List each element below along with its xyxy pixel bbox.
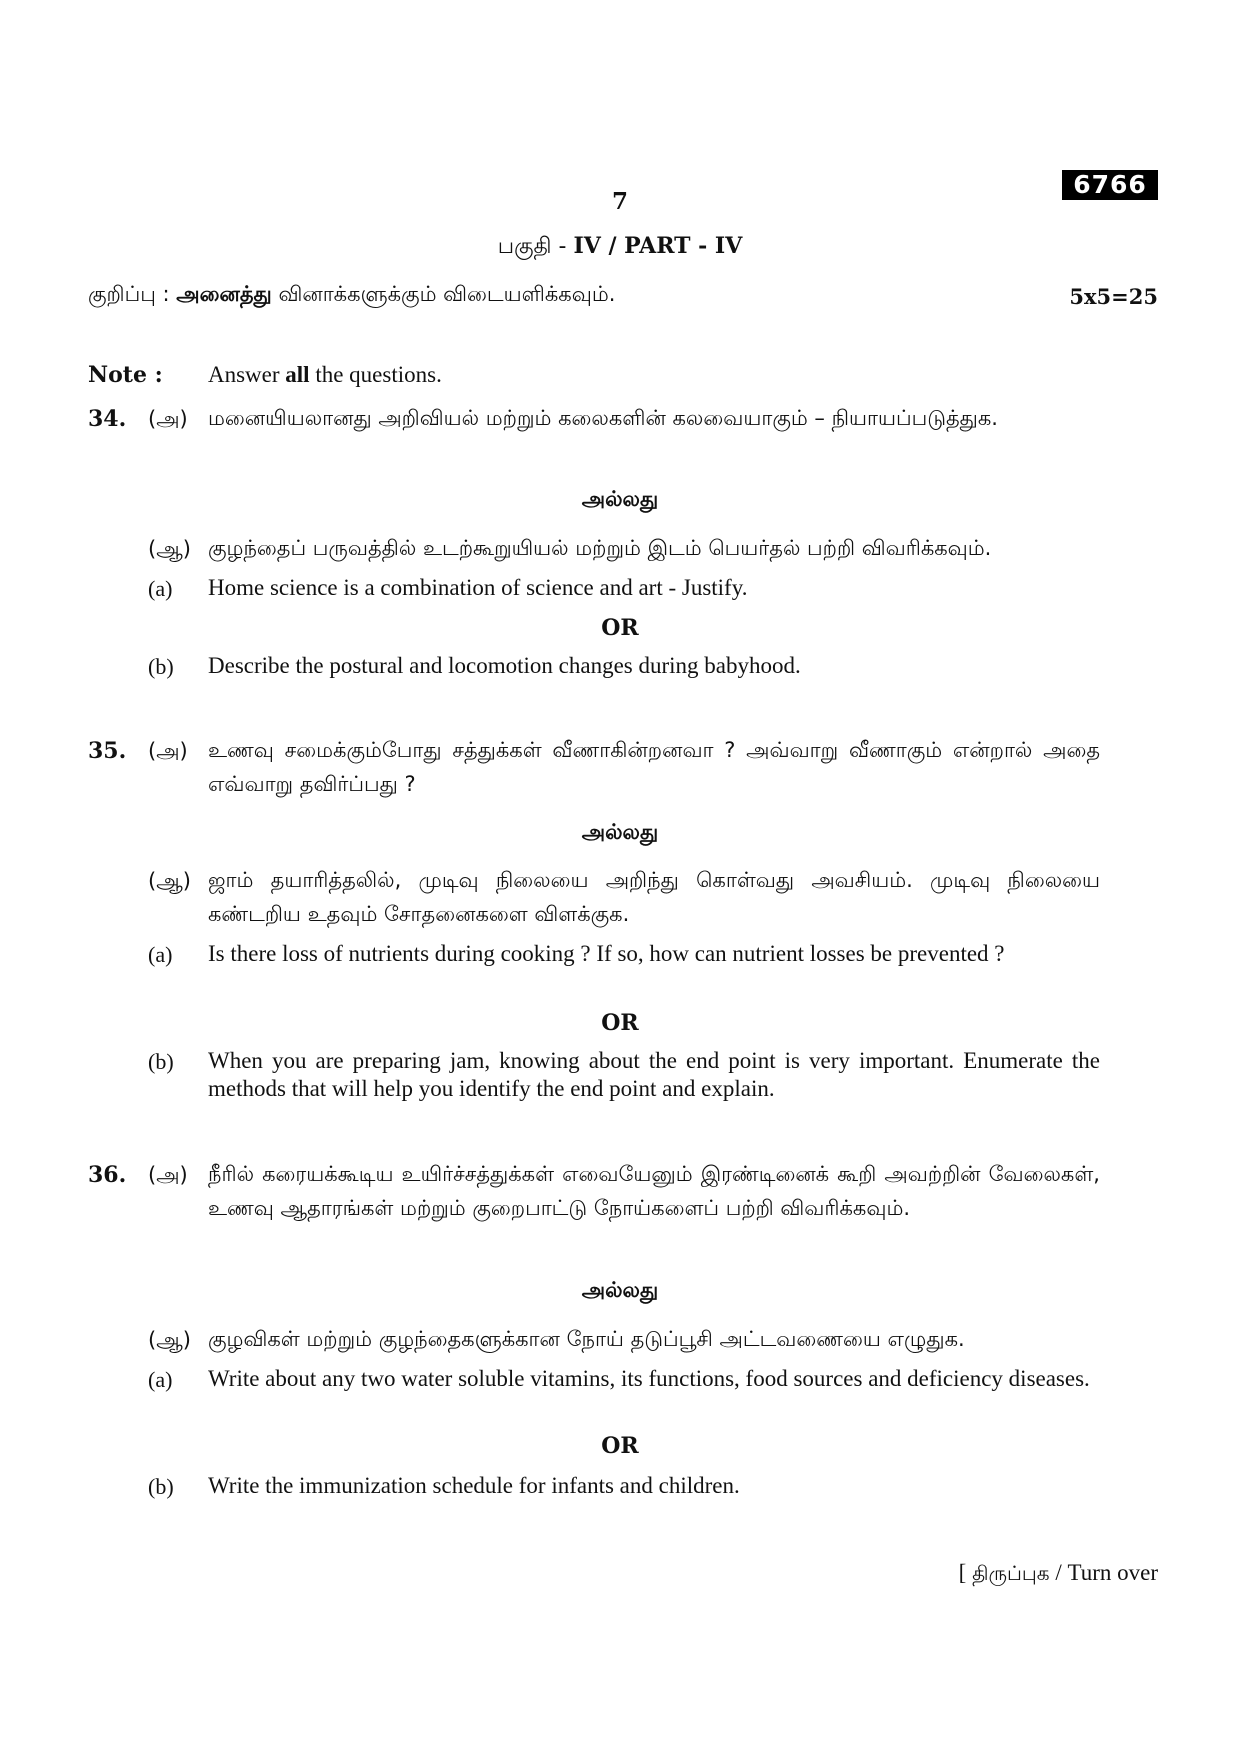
question-34-a-english: Home science is a combination of science and art - Justify. bbox=[208, 575, 748, 600]
question-35-or-tamil: அல்லது bbox=[581, 820, 659, 844]
question-35-b-label-english: (b) bbox=[148, 1049, 174, 1074]
tamil-note-bold: அனைத்து bbox=[176, 282, 272, 306]
question-36-b-tamil: குழவிகள் மற்றும் குழந்தைகளுக்கான நோய் தடுப்பூசி அட்டவணையை எழுதுக. bbox=[208, 1327, 965, 1351]
footer-tamil: திருப்புக bbox=[972, 1561, 1050, 1585]
question-35-a-label-english: (a) bbox=[148, 942, 173, 967]
question-35-or-english: OR bbox=[601, 1010, 639, 1036]
english-instruction bbox=[208, 362, 442, 388]
question-35-b-label-tamil: (ஆ) bbox=[148, 869, 191, 893]
question-36-b-label-english: (b) bbox=[148, 1474, 174, 1499]
question-34-a-label-english: (a) bbox=[148, 576, 173, 601]
tamil-note-label: குறிப்பு : bbox=[88, 282, 177, 306]
question-36-a-tamil: நீரில் கரையக்கூடிய உயிர்ச்சத்துக்கள் எவையேனும் இரண்டினைக் கூறி அவற்றின் வேலைகள், உணவு ஆதாரங்கள் மற்றும் குறைபாட்டு நோய்களைப் பற்றி விவரிக்கவும். bbox=[208, 1162, 1100, 1220]
tamil-note-text: வினாக்களுக்கும் விடையளிக்கவும். bbox=[271, 282, 616, 306]
marks-allocation: 5x5=25 bbox=[1069, 284, 1158, 309]
question-36-a-label-tamil: (அ) bbox=[148, 1163, 188, 1187]
question-36-b-label-tamil: (ஆ) bbox=[148, 1328, 191, 1352]
question-35-a-tamil: உணவு சமைக்கும்போது சத்துக்கள் வீணாகின்றனவா ? அவ்வாறு வீணாகும் என்றால் அதை எவ்வாறு தவிர்ப்பது ? bbox=[208, 738, 1100, 796]
question-36-b-english: Write the immunization schedule for infants and children. bbox=[208, 1473, 740, 1498]
footer-bracket: [ bbox=[958, 1560, 973, 1585]
english-note-pre: Answer bbox=[208, 362, 286, 387]
paper-code-badge: 6766 bbox=[1062, 170, 1158, 200]
question-35-b-tamil: ஜாம் தயாரித்தலில், முடிவு நிலையை அறிந்து கொள்வது அவசியம். முடிவு நிலையை கண்டறிய உதவும் சோதனைகளை விளக்குக. bbox=[208, 868, 1100, 926]
question-35-number: 35. bbox=[88, 738, 127, 764]
question-34-b-tamil: குழந்தைப் பருவத்தில் உடற்கூறுயியல் மற்றும் இடம் பெயர்தல் பற்றி விவரிக்கவும். bbox=[208, 536, 992, 560]
question-34-a-tamil: மனையியலானது அறிவியல் மற்றும் கலைகளின் கலவையாகும் – நியாயப்படுத்துக. bbox=[208, 406, 998, 430]
question-35-b-english: When you are preparing jam, knowing about the end point is very important. Enumerate the methods that will help you identify the end point and explain. bbox=[208, 1048, 1100, 1101]
question-34-b-label-tamil: (ஆ) bbox=[148, 537, 191, 561]
part-title bbox=[300, 233, 940, 262]
question-34-or-tamil: அல்லது bbox=[581, 487, 659, 511]
question-34-b-label-english: (b) bbox=[148, 654, 174, 679]
question-36-number: 36. bbox=[88, 1162, 127, 1188]
english-note-post: the questions. bbox=[309, 362, 442, 387]
turn-over-footer bbox=[700, 1560, 1158, 1588]
question-34-b-english: Describe the postural and locomotion changes during babyhood. bbox=[208, 653, 801, 678]
tamil-instruction bbox=[88, 282, 615, 309]
part-title-tamil: பகுதி - bbox=[497, 234, 574, 259]
page-number: 7 bbox=[611, 188, 628, 215]
question-36-a-label-english: (a) bbox=[148, 1367, 173, 1392]
question-36-or-english: OR bbox=[601, 1433, 639, 1459]
english-note-label: Note : bbox=[88, 362, 163, 388]
question-35-a-label-tamil: (அ) bbox=[148, 739, 188, 763]
question-34-number: 34. bbox=[88, 406, 127, 432]
question-36-or-tamil: அல்லது bbox=[581, 1278, 659, 1302]
question-34-or-english: OR bbox=[601, 615, 639, 641]
english-note-bold: all bbox=[285, 362, 310, 387]
part-title-english: IV / PART - IV bbox=[573, 233, 743, 259]
question-34-a-label-tamil: (அ) bbox=[148, 407, 188, 431]
question-36-a-english: Write about any two water soluble vitamins, its functions, food sources and deficiency diseases. bbox=[208, 1366, 1090, 1391]
footer-english: / Turn over bbox=[1049, 1560, 1158, 1585]
question-35-a-english: Is there loss of nutrients during cooking ? If so, how can nutrient losses be prevented ? bbox=[208, 941, 1005, 966]
